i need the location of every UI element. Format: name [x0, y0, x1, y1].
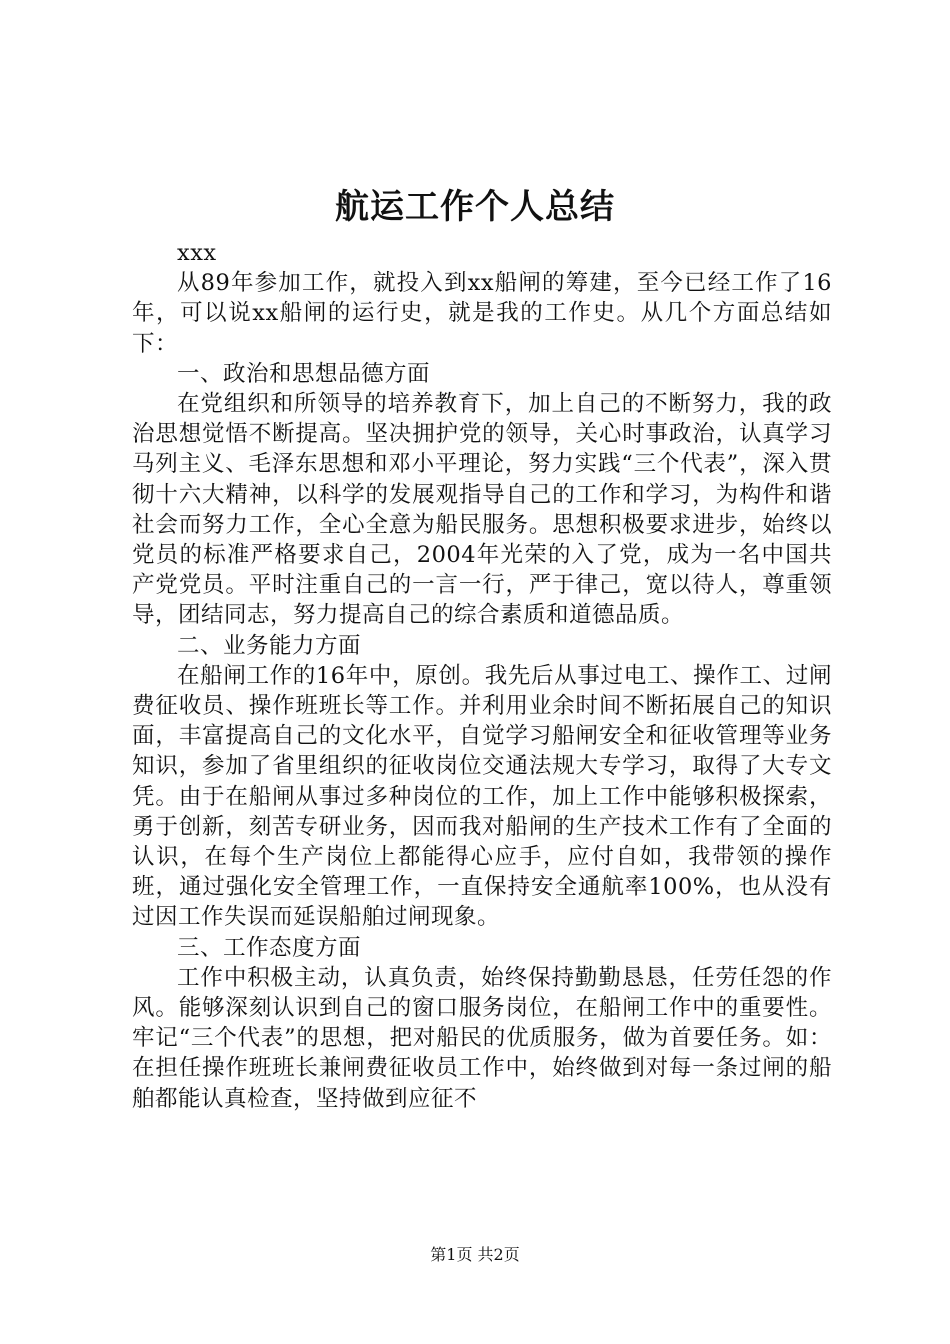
paragraph-attitude: 工作中积极主动，认真负责，始终保持勤勤恳恳，任劳任怨的作风。能够深刻认识到自己的窗口服务岗位，在船闸工作中的重要性。牢记“三个代表”的思想，把对船民的优质服务，做为首要任务。如：在担任操作班班长兼闸费征收员工作中，始终做到对每一条过闸的船舶都能认真检查，坚持做到应征不 [132, 964, 832, 1112]
document-title: 航运工作个人总结 [335, 187, 615, 227]
section-heading-attitude: 三、工作态度方面 [177, 934, 362, 961]
author-line: xxx [177, 240, 217, 266]
page-footer: 第1页 共2页 [430, 1245, 520, 1264]
section-heading-business: 二、业务能力方面 [177, 632, 362, 659]
document-body [132, 238, 832, 1114]
paragraph-business: 在船闸工作的16年中，原创。我先后从事过电工、操作工、过闸费征收员、操作班班长等工作。并利用业余时间不断拓展自己的知识面，丰富提高自己的文化水平，自觉学习船闸安全和征收管理等业务知识，参加了省里组织的征收岗位交通法规大专学习，取得了大专文凭。由于在船闸从事过多种岗位的工作，加上工作中能够积极探索，勇于创新，刻苦专研业务，因而我对船闸的生产技术工作有了全面的认识，在每个生产岗位上都能得心应手，应付自如，我带领的操作班，通过强化安全管理工作，一直保持安全通航率100%，也从没有过因工作失误而延误船舶过闸现象。 [132, 662, 832, 931]
paragraph-intro: 从89年参加工作，就投入到xx船闸的筹建，至今已经工作了16年，可以说xx船闸的运行史，就是我的工作史。从几个方面总结如下： [132, 270, 832, 357]
paragraph-political: 在党组织和所领导的培养教育下，加上自己的不断努力，我的政治思想觉悟不断提高。坚决拥护党的领导，关心时事政治，认真学习马列主义、毛泽东思想和邓小平理论，努力实践“三个代表”，深入贯彻十六大精神，以科学的发展观指导自己的工作和学习，为构件和谐社会而努力工作，全心全意为船民服务。思想积极要求进步，始终以党员的标准严格要求自己，2004年光荣的入了党，成为一名中国共产党党员。平时注重自己的一言一行，严于律己，宽以待人，尊重领导，团结同志，努力提高自己的综合素质和道德品质。 [132, 391, 832, 629]
section-heading-political: 一、政治和思想品德方面 [177, 360, 431, 387]
